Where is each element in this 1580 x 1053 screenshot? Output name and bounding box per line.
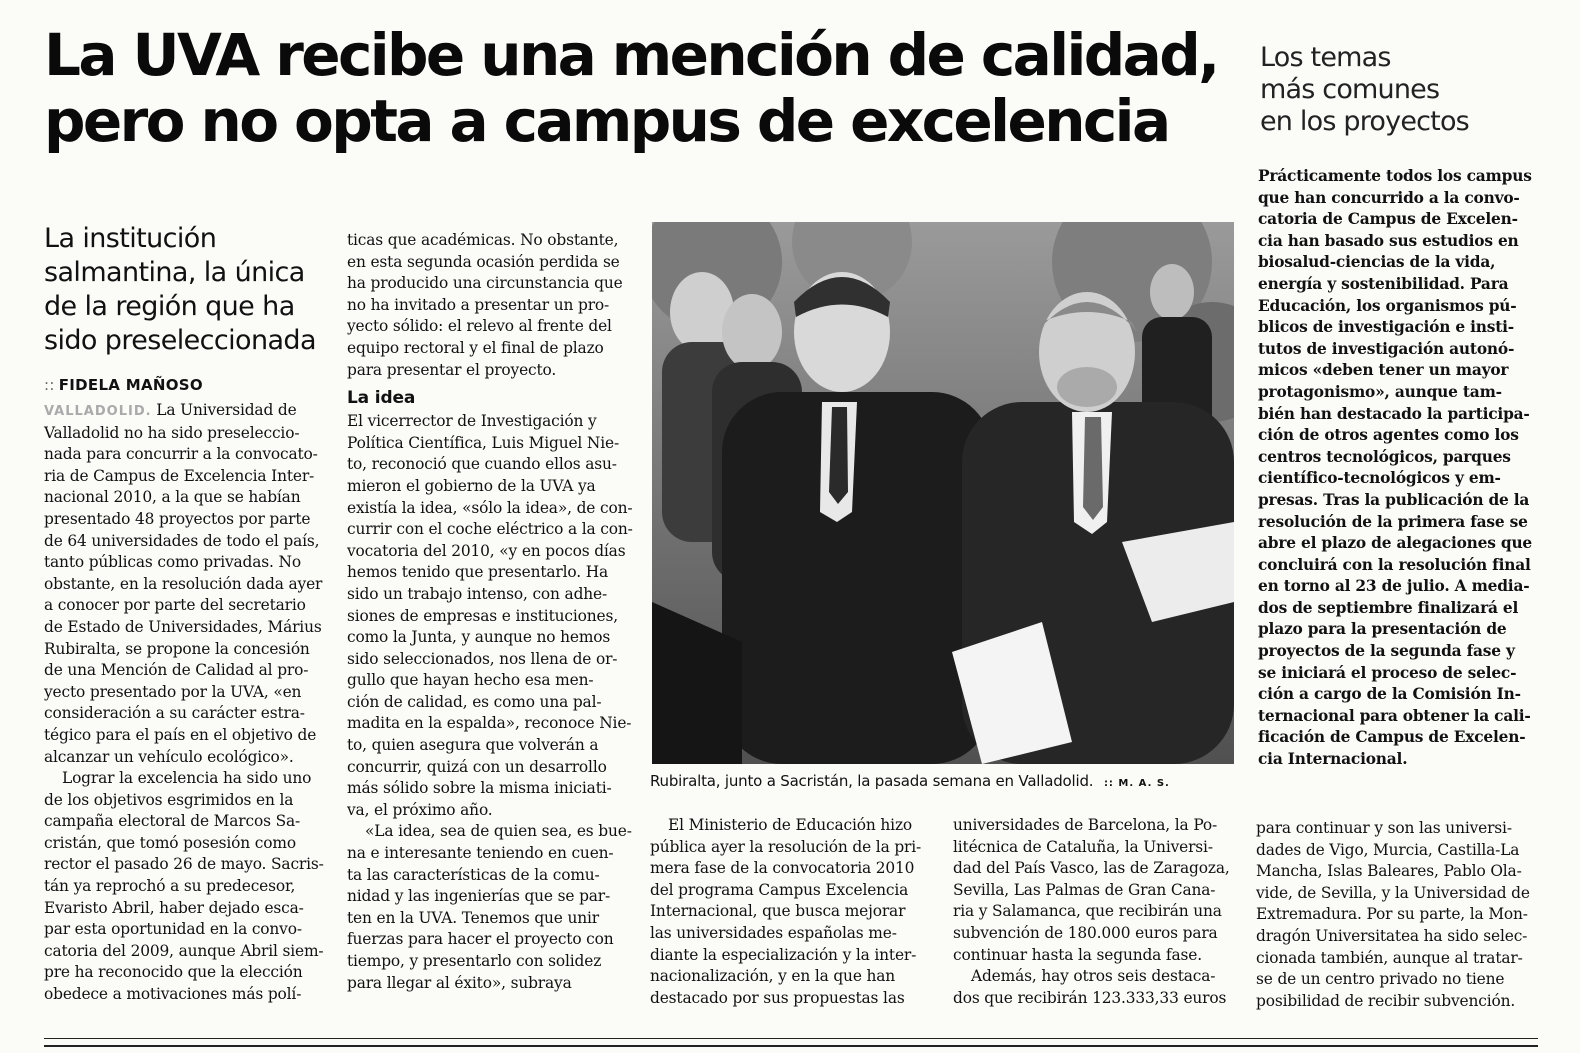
- text-line: concluirá con la resolución final: [1258, 555, 1531, 574]
- text-line: litécnica de Cataluña, la Universi-: [953, 837, 1213, 856]
- text-line: de los objetivos esgrimidos en la: [44, 790, 294, 809]
- text-line: consideración a su carácter estra-: [44, 704, 305, 723]
- article-column-1: [44, 400, 326, 1006]
- text-line: tiempo, y presentarlo con solidez: [347, 952, 602, 970]
- text-line: cia Internacional.: [1258, 750, 1408, 769]
- text-line: Rubiralta, se propone la concesión: [44, 639, 310, 658]
- text-line: ten en la UVA. Tenemos que unir: [347, 908, 600, 927]
- text-line: las universidades españolas me-: [650, 923, 897, 942]
- text-line: Internacional, que busca mejorar: [650, 902, 906, 921]
- text-line: obstante, en la resolución dada ayer: [44, 574, 323, 593]
- text-line: ción de otros agentes como los: [1258, 426, 1519, 445]
- text-line: ción a cargo de la Comisión In-: [1258, 685, 1521, 704]
- text-line: dos de septiembre finalizará el: [1258, 598, 1519, 617]
- text-line: pre ha reconocido que la elección: [44, 963, 303, 982]
- text-line: posibilidad de recibir subvención.: [1256, 991, 1516, 1010]
- text-line: tégico para el país en el objetivo de: [44, 725, 317, 744]
- text-line: biosalud-ciencias de la vida,: [1258, 253, 1496, 272]
- text-line: bién han destacado la participa-: [1258, 404, 1530, 423]
- text-line: nada para concurrir a la convocato-: [44, 445, 318, 464]
- text-line: tanto públicas como privadas. No: [44, 553, 301, 572]
- text-line: campaña electoral de Marcos Sa-: [44, 812, 301, 831]
- deck-line: de la región que ha: [44, 291, 295, 322]
- text-line: blicos de investigación e insti-: [1258, 318, 1514, 337]
- article-column-2: [347, 230, 633, 994]
- sidebar-body: [1258, 166, 1533, 771]
- photo-credit: :: M. A. S.: [1103, 778, 1170, 789]
- text-line: «La idea, sea de quien sea, es bue-: [365, 822, 632, 841]
- text-line: ticas que académicas. No obstante,: [347, 231, 619, 249]
- text-line: universidades de Barcelona, la Po-: [953, 816, 1218, 834]
- article-column-3: [650, 815, 930, 1009]
- text-line: mieron el gobierno de la UVA ya: [347, 476, 596, 495]
- text-line: Extremadura. Por su parte, la Mon-: [1256, 905, 1528, 924]
- text-line: continuar hasta la segunda fase.: [953, 945, 1202, 964]
- text-line: ficación de Campus de Excelen-: [1258, 728, 1526, 747]
- text-line: de 64 universidades de todo el país,: [44, 531, 320, 550]
- text-line: madita en la espalda», reconoce Nie-: [347, 714, 632, 733]
- byline: [44, 376, 334, 394]
- text-line: sido un trabajo intenso, con adhe-: [347, 584, 608, 603]
- deck-line: La institución: [44, 223, 217, 254]
- text-line: dad del País Vasco, las de Zaragoza,: [953, 859, 1230, 878]
- text-line: gullo que hayan hecho esa men-: [347, 671, 594, 690]
- text-line: más sólido sobre la misma iniciati-: [347, 779, 612, 798]
- text-line: proyectos de la segunda fase y: [1258, 642, 1515, 661]
- text-line: presas. Tras la publicación de la: [1258, 490, 1530, 509]
- text-line: to, reconoció que cuando ellos asu-: [347, 455, 617, 474]
- text-line: plazo para la presentación de: [1258, 620, 1507, 639]
- text-line: como la Junta, y aunque no hemos: [347, 628, 611, 647]
- text-line: ción de calidad, es como una pal-: [347, 692, 602, 711]
- text-line: subvención de 180.000 euros para: [953, 923, 1218, 942]
- text-line: equipo rectoral y el final de plazo: [347, 338, 604, 357]
- text-line: yecto sólido: el relevo al frente del: [347, 317, 612, 336]
- dateline: VALLADOLID.: [44, 404, 152, 419]
- text-line: se de un centro privado no tiene: [1256, 970, 1505, 989]
- text-line: para presentar el proyecto.: [347, 360, 557, 379]
- page-rule: [44, 1045, 1538, 1047]
- deck-line: sido preseleccionada: [44, 325, 316, 356]
- text-fragment: La Universidad de: [151, 401, 297, 419]
- text-line: se iniciará el proceso de selec-: [1258, 663, 1517, 682]
- text-line: El Ministerio de Educación hizo: [668, 816, 913, 834]
- text-line: diante la especialización y la inter-: [650, 945, 917, 964]
- caption-text: Rubiralta, junto a Sacristán, la pasada semana en Valladolid.: [650, 772, 1094, 790]
- headline: [44, 22, 1244, 154]
- text-line: ta las características de la comu-: [347, 865, 600, 884]
- text-line: yecto presentado por la UVA, «en: [44, 682, 302, 701]
- text-line: vide, de Sevilla, y la Universidad de: [1256, 883, 1530, 902]
- text-line: cia han basado sus estudios en: [1258, 231, 1519, 250]
- text-line: to, quien asegura que volverán a: [347, 736, 599, 755]
- text-line: nacionalización, y en la que han: [650, 967, 896, 986]
- sidebar-title-line: más comunes: [1260, 74, 1440, 105]
- text-line: catoria de Campus de Excelen-: [1258, 210, 1518, 229]
- photo-illustration: [652, 222, 1234, 764]
- text-line: tutos de investigación autonó-: [1258, 339, 1515, 358]
- text-line: micos «deben tener un mayor: [1258, 361, 1509, 380]
- text-line: Sevilla, Las Palmas de Gran Cana-: [953, 880, 1216, 899]
- deck-line: salmantina, la única: [44, 257, 305, 288]
- text-line: pública ayer la resolución de la pri-: [650, 837, 922, 856]
- text-line: par esta oportunidad en la convo-: [44, 920, 302, 939]
- text-line: resolución de la primera fase se: [1258, 512, 1528, 531]
- text-line: de Estado de Universidades, Márius: [44, 617, 322, 636]
- text-line: en esta segunda ocasión perdida se: [347, 252, 620, 271]
- text-line: Valladolid no ha sido preseleccio-: [44, 423, 300, 442]
- sidebar-title-line: en los proyectos: [1260, 106, 1469, 137]
- text-line: ria y Salamanca, que recibirán una: [953, 902, 1222, 921]
- text-line: ha producido una circunstancia que: [347, 274, 623, 293]
- text-line: presentado 48 proyectos por parte: [44, 509, 311, 528]
- text-line: para llegar al éxito», subraya: [347, 973, 572, 992]
- byline-author: FIDELA MAÑOSO: [58, 376, 203, 394]
- text-line: ternacional para obtener la cali-: [1258, 706, 1531, 725]
- text-line: sido seleccionados, nos llena de or-: [347, 649, 618, 668]
- text-line: Lograr la excelencia ha sido uno: [62, 769, 312, 788]
- text-line: fuerzas para hacer el proyecto con: [347, 930, 614, 949]
- text-line: currir con el coche eléctrico a la con-: [347, 520, 633, 539]
- text-line: concurrir, quizá con un desarrollo: [347, 757, 607, 776]
- text-line: no ha invitado a presentar un pro-: [347, 295, 610, 314]
- text-line: cristán, que tomó posesión como: [44, 833, 296, 852]
- text-line: siones de empresas e instituciones,: [347, 606, 618, 625]
- article-photo: [652, 222, 1234, 764]
- text-line: mera fase de la convocatoria 2010: [650, 859, 915, 878]
- text-line: Educación, los organismos pú-: [1258, 296, 1517, 315]
- photo-caption: [650, 772, 1250, 790]
- article-column-5: [1256, 818, 1538, 1012]
- text-line: Política Científica, Luis Miguel Nie-: [347, 433, 620, 452]
- text-line: de una Mención de Calidad al pro-: [44, 661, 309, 680]
- text-line: Mancha, Islas Baleares, Pablo Ola-: [1256, 862, 1522, 881]
- text-line: alcanzar un vehículo ecológico».: [44, 747, 294, 766]
- text-line: El vicerrector de Investigación y: [347, 412, 597, 431]
- sidebar-title-line: Los temas: [1260, 42, 1391, 73]
- text-line: a conocer por parte del secretario: [44, 596, 306, 615]
- text-line: [44, 400, 326, 423]
- text-line: Prácticamente todos los campus: [1258, 167, 1532, 185]
- article-column-4: [953, 815, 1233, 1009]
- text-line: existía la idea, «sólo la idea», de con-: [347, 498, 633, 517]
- deck-subtitle: [44, 222, 334, 358]
- text-line: hemos tenido que presentarlo. Ha: [347, 563, 609, 582]
- page-rule: [44, 1038, 1538, 1039]
- text-line: vocatoria del 2010, «y en pocos días: [347, 541, 626, 560]
- text-line: rector el pasado 26 de mayo. Sacris-: [44, 855, 324, 874]
- text-line: catoria del 2009, aunque Abril siem-: [44, 941, 324, 960]
- text-line: destacado por sus propuestas las: [650, 988, 905, 1007]
- text-line: para continuar y son las universi-: [1256, 819, 1512, 837]
- text-line: dades de Vigo, Murcia, Castilla-La: [1256, 840, 1520, 859]
- text-line: en torno al 23 de julio. A media-: [1258, 577, 1530, 596]
- text-line: Además, hay otros seis destaca-: [971, 967, 1216, 986]
- text-line: centros tecnológicos, parques: [1258, 447, 1511, 466]
- text-line: va, el próximo año.: [347, 800, 493, 819]
- text-line: que han concurrido a la convo-: [1258, 188, 1520, 207]
- text-line: abre el plazo de alegaciones que: [1258, 534, 1533, 553]
- sidebar-title: [1260, 42, 1560, 138]
- text-line: na e interesante teniendo en cuen-: [347, 844, 614, 863]
- section-subhead: La idea: [347, 388, 416, 409]
- text-line: protagonismo», aunque tam-: [1258, 382, 1502, 401]
- headline-line-2: pero no opta a campus de excelencia: [44, 87, 1169, 155]
- byline-marker: ::: [44, 376, 55, 394]
- text-line: nidad y las ingenierías que se par-: [347, 887, 611, 906]
- text-line: tán ya reprochó a su predecesor,: [44, 877, 296, 896]
- text-line: dragón Universitatea ha sido selec-: [1256, 926, 1528, 945]
- text-line: científico-tecnológicos y em-: [1258, 469, 1501, 488]
- text-line: Evaristo Abril, haber dejado esca-: [44, 898, 304, 917]
- headline-line-1: La UVA recibe una mención de calidad,: [44, 21, 1218, 89]
- text-line: del programa Campus Excelencia: [650, 880, 909, 899]
- text-line: ria de Campus de Excelencia Inter-: [44, 466, 315, 485]
- text-line: dos que recibirán 123.333,33 euros: [953, 988, 1227, 1007]
- text-line: nacional 2010, a la que se habían: [44, 488, 301, 507]
- text-line: obedece a motivaciones más polí-: [44, 985, 302, 1004]
- text-line: cionada también, aunque al tratar-: [1256, 948, 1523, 967]
- text-line: energía y sostenibilidad. Para: [1258, 274, 1509, 293]
